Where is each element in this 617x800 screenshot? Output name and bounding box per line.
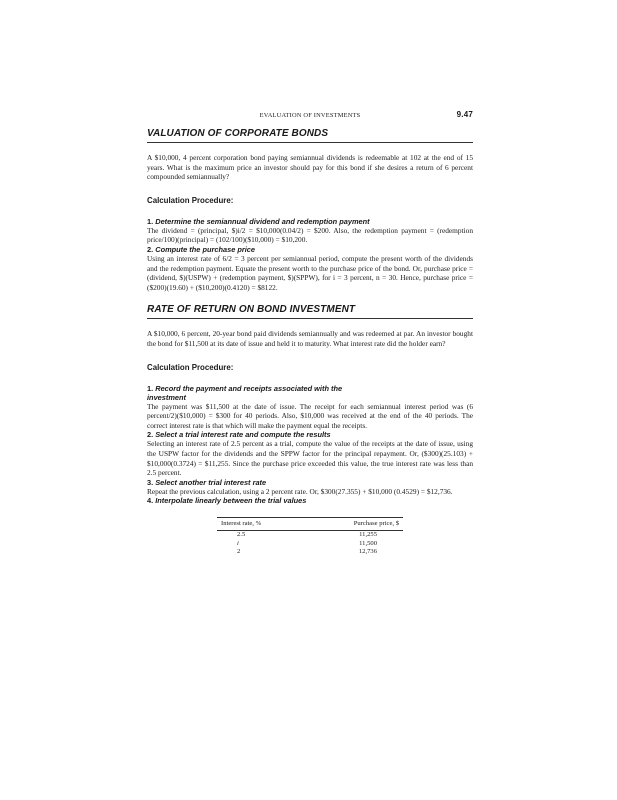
column-header: Interest rate, % [217,518,305,531]
table-row [217,531,403,540]
step-number: 2. [147,244,154,254]
step-title: Select a trial interest rate and compute the results [155,430,331,440]
procedure-heading: Calculation Procedure: [147,362,234,372]
problem-statement: A $10,000, 4 percent corporation bond paying semiannual dividends is redeemable at 102 at the end of 15 years. What is the maximum price an investor should pay for this bond if she desires a return of 6 percent compounded semiannually? [147,153,473,182]
table-cell: i [237,539,239,547]
step-heading [147,478,473,487]
table-cell: 11,255 [359,531,377,539]
step-title: Determine the semiannual dividend and redemption payment [155,216,370,226]
table-header-row [217,518,403,531]
running-header [147,108,473,122]
page [147,108,473,557]
step-heading [147,217,473,226]
problem-statement: A $10,000, 6 percent, 20-year bond paid dividends semiannually and was redeemed at par. An investor bought the bond for $11,500 at its date of issue and held it to maturity. What interest rate did the holder earn? [147,329,473,348]
step-heading [147,245,473,254]
table-cell: 12,736 [358,548,377,556]
step-heading [147,496,473,505]
step-body: The dividend = (principal, $)i/2 = $10,000(0.04/2) = $200. Also, the redemption payment = (redemption price/100)(principal) = (102/100)($10,000) = $10,200. [147,225,473,245]
step-body: Repeat the previous calculation, using a 2 percent rate. Or, $300(27.355) + $10,000 (0.4529) = $12,736. [147,486,453,496]
step-title: Record the payment and receipts associated with the investment [147,383,343,402]
step-body: The payment was $11,500 at the date of issue. The receipt for each semiannual interest period was (6 percent/2)($10,000) = $300 for 40 periods. Also, $10,000 was received at the end of the 40 periods. The correct interest rate is that which will make the payment equal the receipts. [147,401,473,430]
page-number: 9.47 [456,110,473,119]
procedure-heading: Calculation Procedure: [147,195,234,205]
table-row [217,540,403,549]
step-body: Using an interest rate of 6/2 = 3 percent per semiannual period, compute the present worth of the dividends and the redemption payment. Equate the present worth to the purchase price of the bond. Or, purchase price = (dividend, $)(USPW) + (redemption payment, $)(SPPW), for i = 3 percent, n = 30. Hence, purchase price = ($200)(19.60) + ($10,200)(0.4120) = $8122. [147,253,473,292]
step-number: 4. [147,496,154,506]
section-title-rate-of-return: RATE OF RETURN ON BOND INVESTMENT [147,304,473,319]
step-heading [147,430,473,439]
trial-values-table [217,517,403,557]
step-title: Compute the purchase price [155,244,256,254]
step-number: 2. [147,430,154,440]
step-body: Selecting an interest rate of 2.5 percent as a trial, compute the value of the receipts at the date of issue, using the USPW factor for the dividends and the SPPW factor for the principal repayment. Or, ($300)(25.103) + $10,000(0.3724) = $11,255. Since the purchase price exceeded this value, the true interest rate was less than 2.5 percent. [147,439,473,478]
step-number: 1. [147,216,154,226]
table-cell: 2.5 [237,531,246,539]
running-title: EVALUATION OF INVESTMENTS [259,112,361,119]
step-number: 1. [147,383,154,393]
step-title: Select another trial interest rate [155,477,267,487]
step-heading [147,384,352,402]
table-cell: 11,500 [359,539,377,547]
step-title: Interpolate linearly between the trial values [155,496,307,506]
table-cell: 2 [237,548,241,556]
table-row [217,548,403,557]
section-title-bond-valuation: VALUATION OF CORPORATE BONDS [147,128,473,143]
column-header: Purchase price, $ [305,518,403,531]
step-number: 3. [147,477,154,487]
